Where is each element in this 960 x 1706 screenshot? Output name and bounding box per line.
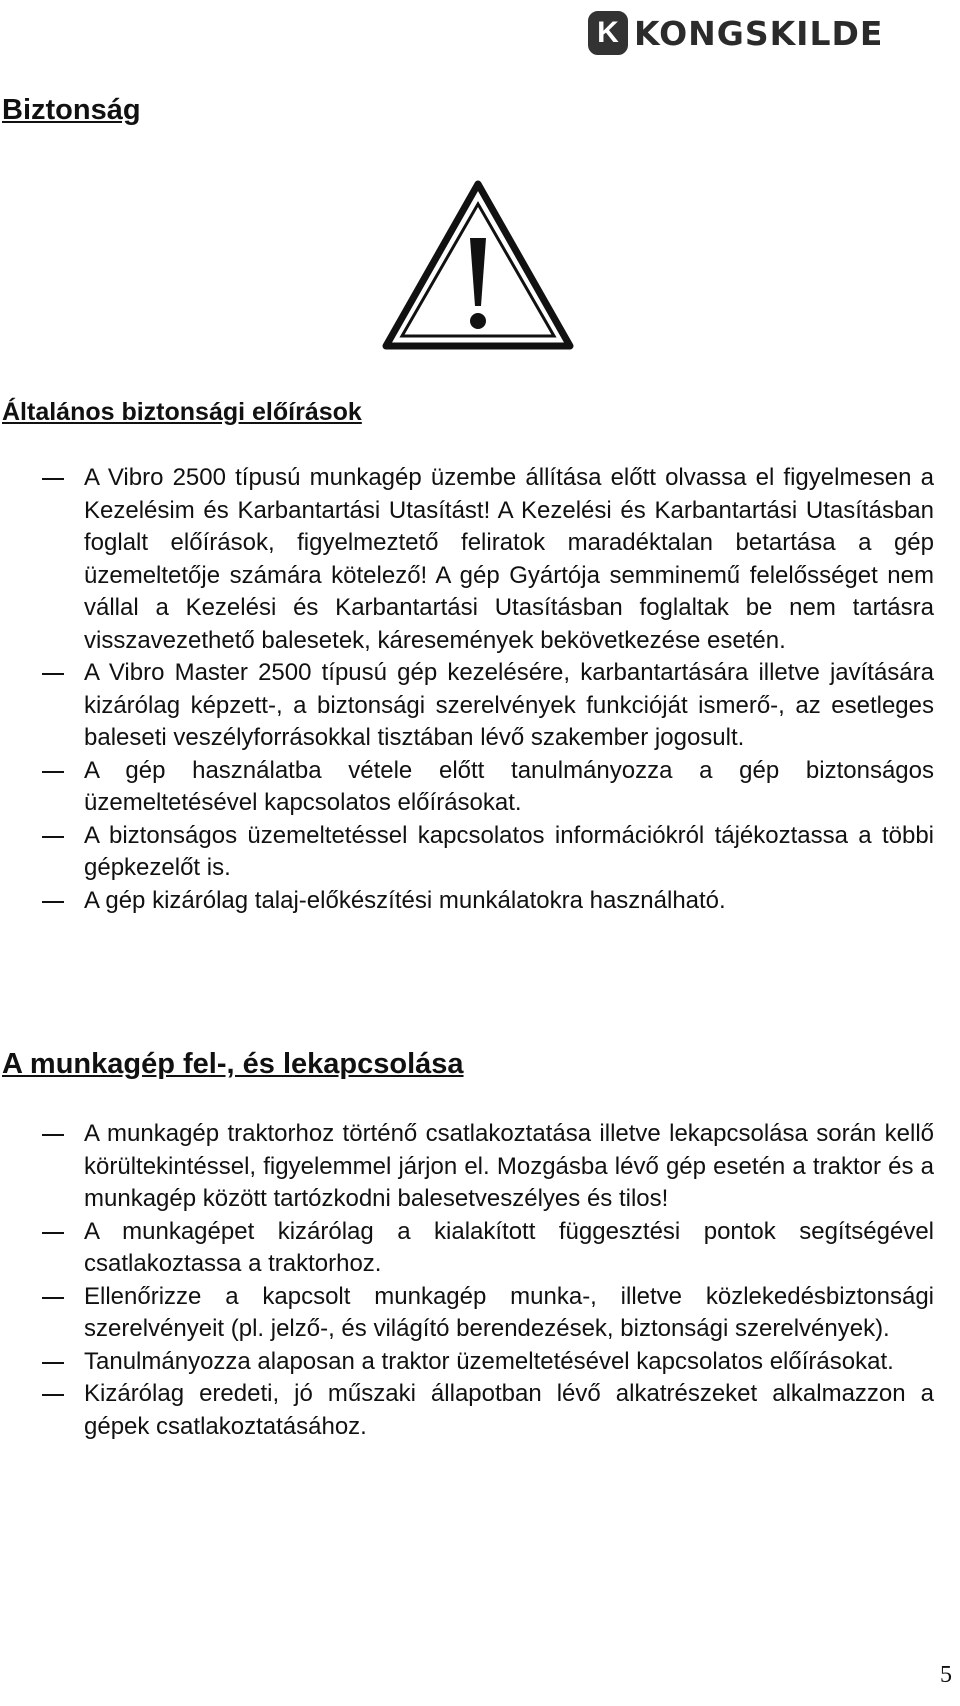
list-item (0, 885, 934, 918)
dash-bullet (42, 1394, 64, 1396)
page-title: Biztonság (2, 94, 141, 126)
dash-bullet (42, 1362, 64, 1364)
dash-bullet (42, 673, 64, 675)
logo-k-mark (588, 11, 628, 55)
warning-triangle-icon (380, 178, 576, 354)
list-item (0, 820, 934, 885)
list-item-text: Kizárólag eredeti, jó műszaki állapotban lévő alkatrészeket alkalmazzon a gépek csatlakoztatásához. (84, 1380, 934, 1440)
list-item (0, 1346, 934, 1379)
list-item (0, 1281, 934, 1346)
list-item (0, 755, 934, 820)
list-item-text: A Vibro Master 2500 típusú gép kezelésére, karbantartására illetve javítására kizárólag képzett-, a biztonsági szerelvények funkcióját ismerő-, az esetleges baleseti veszélyforrásokkal tisztában lévő szakember jogosult. (84, 659, 934, 751)
list-item-text: A biztonságos üzemeltetéssel kapcsolatos információkról tájékoztassa a többi gépkezelőt is. (84, 821, 934, 881)
list-item-text: A Vibro 2500 típusú munkagép üzembe állítása előtt olvassa el figyelmesen a Kezelésim és Karbantartási Utasítást! A Kezelési és Karbantartási Utasításban foglalt előírások, figyelmeztető feliratok maradéktalan betartása a gép üzemeltetője számára kötelező! A gép Gyártója semminemű felelősséget nem vállal a Kezelési és Karbantartási Utasításban foglaltak be nem tartásra visszavezethető balesetek, káresemények bekövetkezése esetén. (84, 464, 934, 654)
dash-bullet (42, 836, 64, 838)
list-item-text: Tanulmányozza alaposan a traktor üzemeltetésével kapcsolatos előírásokat. (84, 1347, 894, 1375)
list-item-text: Ellenőrizze a kapcsolt munkagép munka-, illetve közlekedésbiztonsági szerelvényeit (pl. jelző-, és világító berendezések, biztonsági szerelvények). (84, 1282, 934, 1342)
dash-bullet (42, 1232, 64, 1234)
list-item-text: A munkagép traktorhoz történő csatlakoztatása illetve lekapcsolása során kellő körültekintéssel, figyelemmel járjon el. Mozgásba lévő gép esetén a traktor és a munkagép között tartózkodni balesetveszélyes és tilos! (84, 1120, 934, 1212)
list-item (0, 462, 934, 657)
general-safety-heading: Általános biztonsági előírások (2, 398, 362, 426)
general-safety-list (0, 462, 934, 917)
page-number: 5 (940, 1662, 952, 1688)
list-item (0, 1216, 934, 1281)
dash-bullet (42, 478, 64, 480)
list-item (0, 1378, 934, 1443)
list-item-text: A gép kizárólag talaj-előkészítési munkálatokra használható. (84, 886, 726, 914)
list-item-text: A gép használatba vétele előtt tanulmányozza a gép biztonságos üzemeltetésével kapcsolatos előírásokat. (84, 756, 934, 816)
logo-wordmark: KONGSKILDE (634, 13, 884, 53)
logo-letter: K (597, 16, 619, 49)
list-item (0, 1118, 934, 1216)
coupling-list (0, 1118, 934, 1443)
dash-bullet (42, 771, 64, 773)
dash-bullet (42, 901, 64, 903)
dash-bullet (42, 1297, 64, 1299)
list-item (0, 657, 934, 755)
list-item-text: A munkagépet kizárólag a kialakított függesztési pontok segítségével csatlakoztassa a traktorhoz. (84, 1217, 934, 1277)
coupling-section-heading: A munkagép fel-, és lekapcsolása (2, 1048, 464, 1080)
dash-bullet (42, 1134, 64, 1136)
kongskilde-logo (588, 8, 948, 58)
